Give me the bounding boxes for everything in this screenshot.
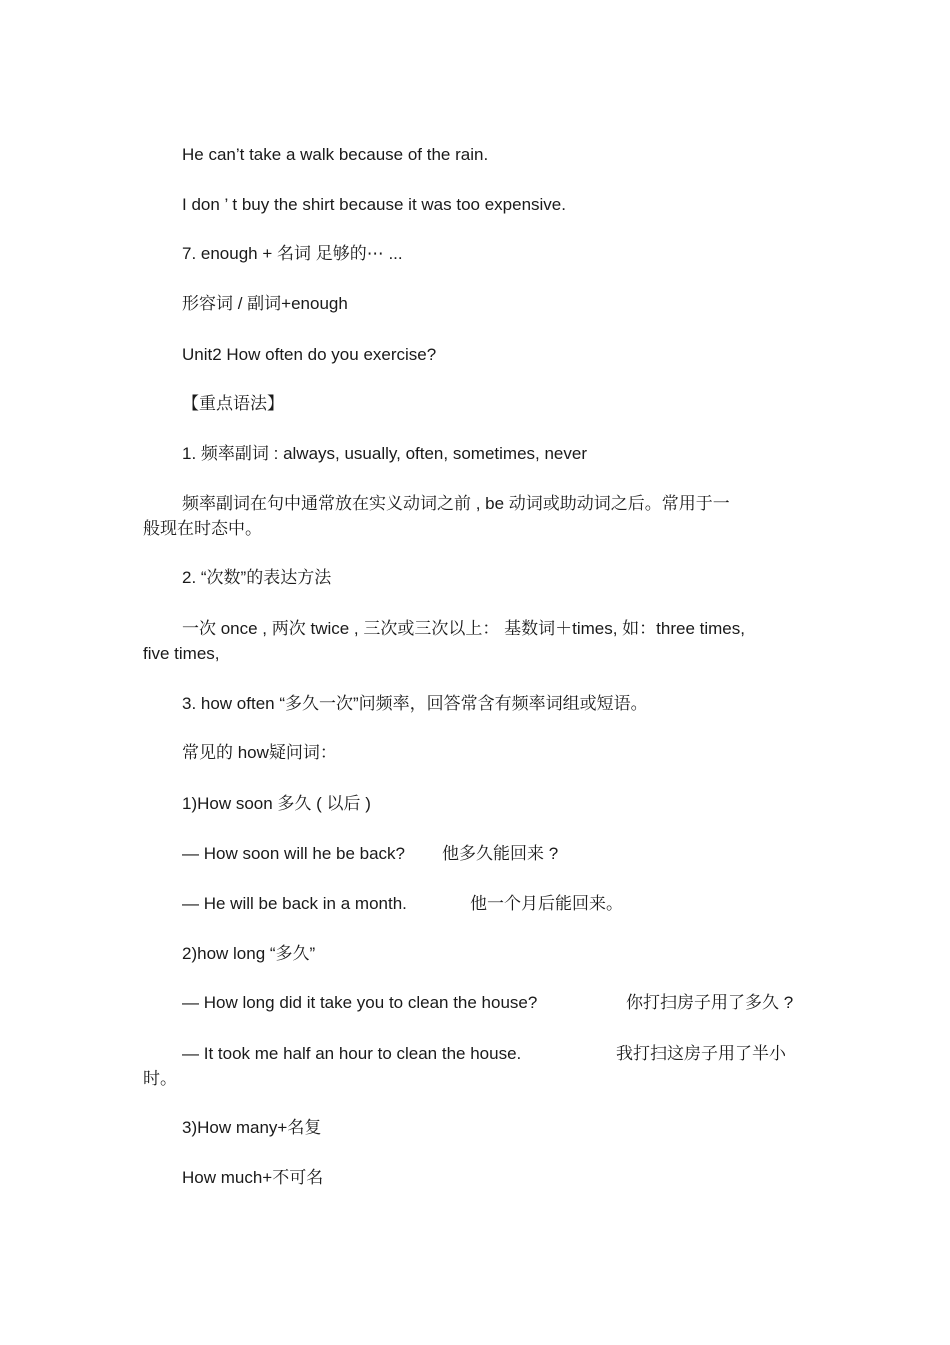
paragraph-line: 一次 once , 两次 twice , 三次或三次以上： 基数词＋times, 如：three times, xyxy=(182,619,745,638)
text-line: 2)how long “多久” xyxy=(182,944,316,963)
text-line: 形容词 / 副词+enough xyxy=(182,294,348,313)
paragraph-line: 频率副词在句中通常放在实义动词之前 , be 动词或助动词之后。常用于一 xyxy=(182,494,730,513)
section-heading: Unit2 How often do you exercise? xyxy=(182,345,437,364)
text-line: 1. 频率副词 : always, usually, often, sometimes, never xyxy=(182,444,587,463)
text-line: 2. “次数”的表达方法 xyxy=(182,568,332,587)
text-line: 1)How soon 多久 ( 以后 ) xyxy=(182,794,371,813)
example-sentence-zh: 我打扫这房子用了半小 xyxy=(616,1044,786,1063)
example-sentence-en: — How soon will he be back? xyxy=(182,844,406,863)
text-line: 3)How many+名复 xyxy=(182,1118,322,1137)
example-sentence-zh: 他一个月后能回来。 xyxy=(470,894,623,913)
text-line: 3. how often “多久一次”问频率，回答常含有频率词组或短语。 xyxy=(182,694,648,713)
paragraph-line-continued: 时。 xyxy=(143,1069,177,1088)
paragraph-line-continued: five times, xyxy=(143,644,220,663)
subsection-heading: 【重点语法】 xyxy=(182,394,284,413)
text-line: He can’t take a walk because of the rain. xyxy=(182,145,489,164)
text-line: I don ’ t buy the shirt because it was too expensive. xyxy=(182,195,566,214)
example-sentence-zh: 你打扫房子用了多久 ? xyxy=(626,993,794,1012)
text-line: 7. enough + 名词 足够的⋯ ... xyxy=(182,244,403,263)
example-sentence-en: — He will be back in a month. xyxy=(182,894,407,913)
text-line: 常见的 how疑问词： xyxy=(182,743,337,762)
paragraph-line-continued: 般现在时态中。 xyxy=(143,519,262,538)
example-sentence-zh: 他多久能回来 ? xyxy=(442,844,559,863)
text-line: How much+不可名 xyxy=(182,1168,324,1187)
example-sentence-en: — It took me half an hour to clean the house. xyxy=(182,1044,522,1063)
example-sentence-en: — How long did it take you to clean the house? xyxy=(182,993,538,1012)
